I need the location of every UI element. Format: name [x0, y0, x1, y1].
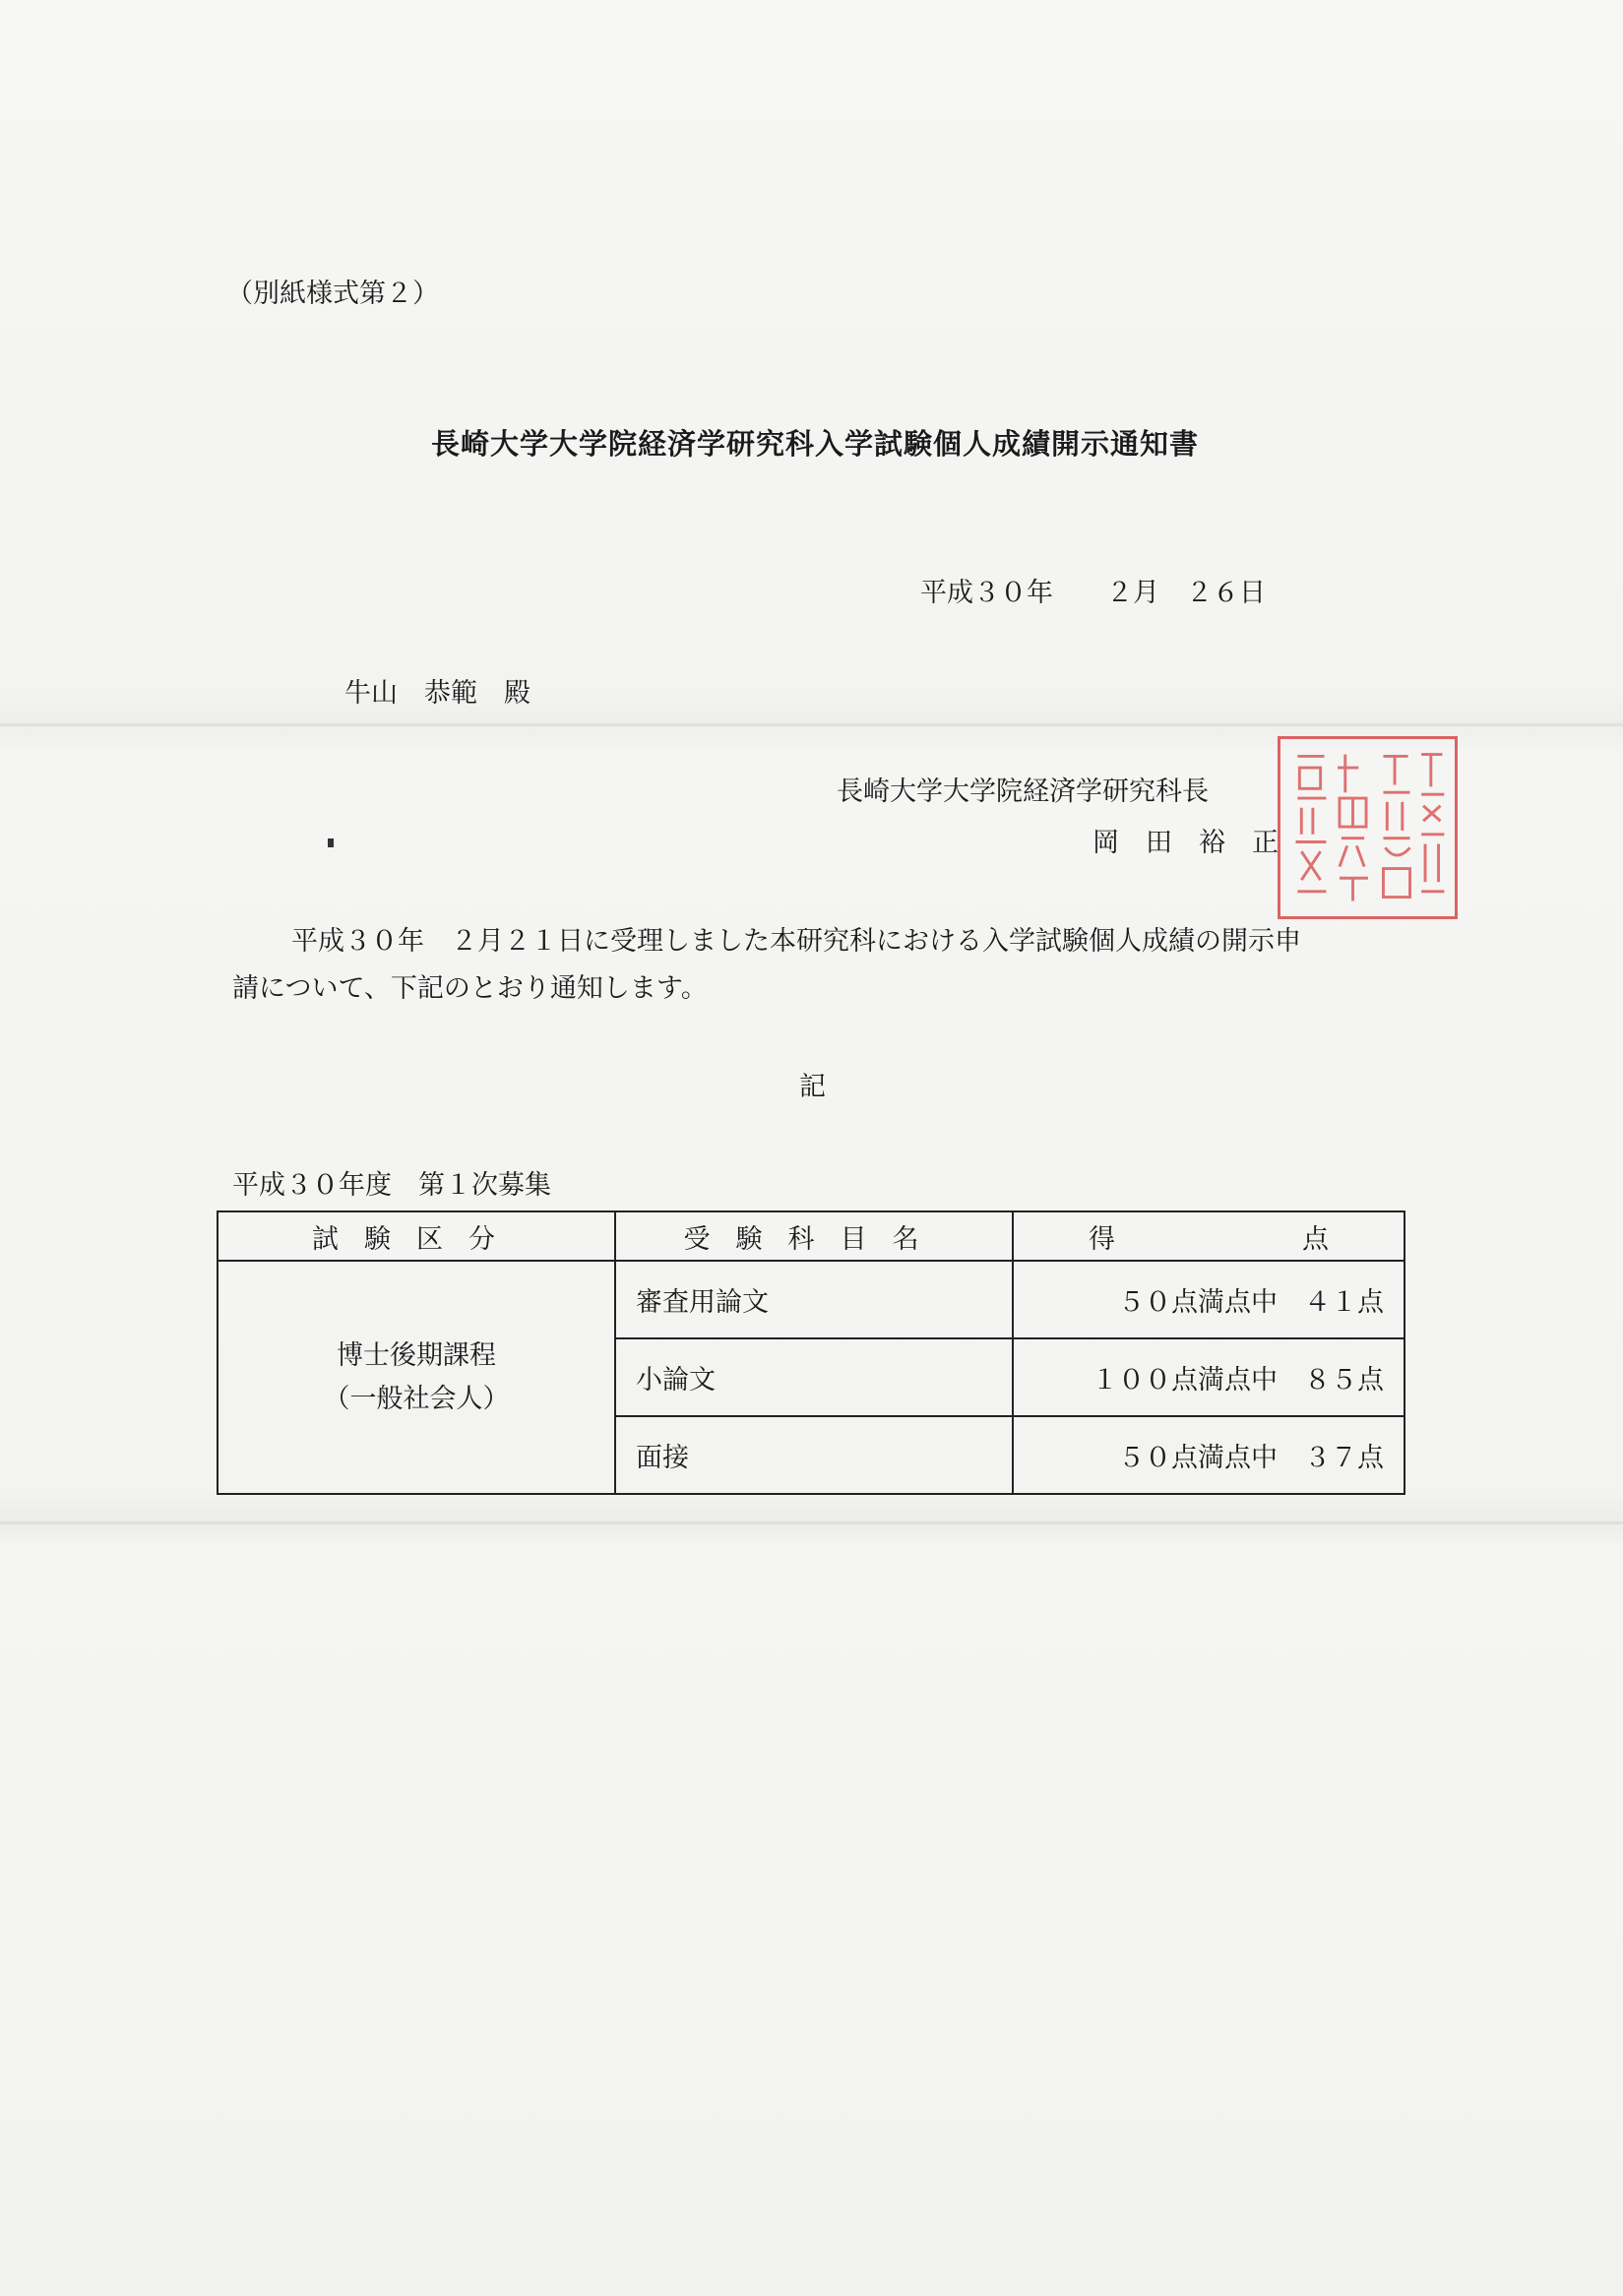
exam-category-line-1: 博士後期課程 [337, 1339, 496, 1371]
exam-category-line-2: （一般社会人） [323, 1383, 510, 1414]
official-seal-icon [1278, 736, 1458, 919]
subject-cell: 小論文 [615, 1338, 1013, 1416]
header-category: 試験区分 [218, 1211, 615, 1261]
header-score-part-2: 点 [1302, 1223, 1329, 1255]
table-header-row [218, 1211, 1405, 1261]
score-table [217, 1210, 1405, 1495]
header-score [1013, 1211, 1405, 1261]
fold-line [0, 723, 1623, 726]
score-cell: ５０点満点中 ３７点 [1013, 1416, 1405, 1494]
sender-name: 岡 田 裕 正 [1092, 828, 1279, 858]
issue-date: 平成３０年 ２月 ２６日 [920, 578, 1266, 608]
score-cell: １００点満点中 ８５点 [1013, 1338, 1405, 1416]
header-subject: 受験科目名 [615, 1211, 1013, 1261]
recruitment-label: 平成３０年度 第１次募集 [232, 1170, 551, 1201]
subject-cell: 審査用論文 [615, 1261, 1013, 1338]
sender-title: 長崎大学大学院経済学研究科長 [837, 776, 1209, 807]
score-cell: ５０点満点中 ４１点 [1013, 1261, 1405, 1338]
stray-mark [328, 838, 334, 847]
subject-cell: 面接 [615, 1416, 1013, 1494]
fold-line [0, 1521, 1623, 1524]
body-line-1: 平成３０年 ２月２１日に受理しました本研究科における入学試験個人成績の開示申 [291, 926, 1301, 957]
ki-heading: 記 [799, 1072, 826, 1102]
table-row [218, 1261, 1405, 1338]
exam-category-cell [218, 1261, 615, 1494]
seal-graphic [1280, 739, 1455, 916]
document-title: 長崎大学大学院経済学研究科入学試験個人成績開示通知書 [431, 427, 1200, 461]
header-score-part-1: 得 [1089, 1223, 1115, 1255]
form-number: （別紙様式第２） [226, 279, 439, 309]
recipient-name: 牛山 恭範 殿 [344, 678, 531, 709]
body-line-2: 請について、下記のとおり通知します。 [232, 973, 708, 1004]
